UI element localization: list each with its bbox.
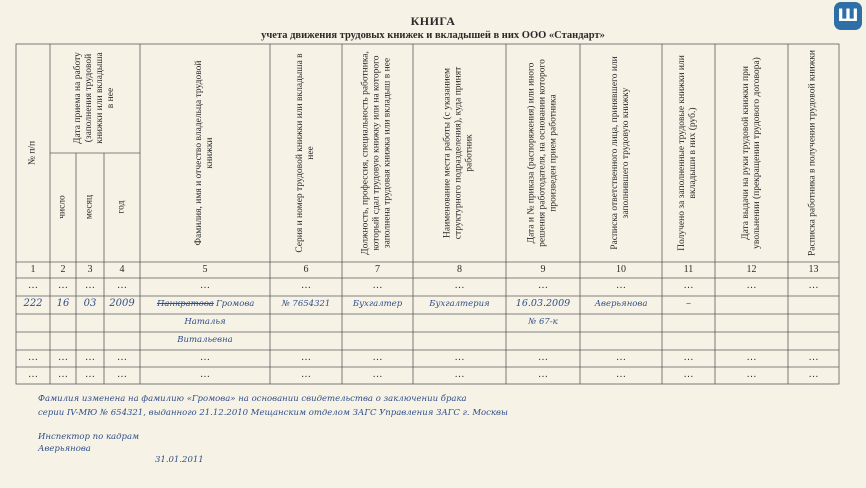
col-number-12: 12	[746, 264, 757, 275]
col-number-11: 11	[683, 264, 694, 275]
col-number-2: 2	[60, 264, 66, 275]
entry-patronymic: Витальевна	[177, 335, 233, 345]
note-line-1: Фамилия изменена на фамилию «Громова» на основании свидетельства о заключении брака	[38, 394, 467, 404]
col-number-8: 8	[457, 264, 462, 275]
col-number-10: 10	[616, 264, 626, 275]
entry-payment-dash: –	[686, 298, 691, 309]
note-line-2: серии IV-МЮ № 654321, выданного 21.12.2010 Мещанским отделом ЗАГС Управления ЗАГС г. Москвы	[38, 408, 508, 418]
entry-first-name: Наталья	[184, 317, 226, 327]
entry-position: Бухгалтер	[352, 299, 403, 309]
entry-responsible-signature: Аверьянова	[594, 299, 648, 309]
col-number-3: 3	[87, 264, 93, 275]
site-logo[interactable]: Ш	[834, 2, 862, 30]
entry-old-surname: Панкратова	[157, 299, 214, 309]
entry-month: 03	[83, 298, 97, 309]
entry-department: Бухгалтерия	[429, 299, 490, 309]
book-subtitle: учета движения трудовых книжек и вкладышей в них ООО «Стандарт»	[261, 30, 605, 41]
entry-year: 2009	[109, 298, 135, 309]
note-date: 31.01.2011	[155, 455, 204, 465]
col-number-5: 5	[202, 264, 208, 275]
entry-day: 16	[56, 298, 70, 309]
col-number-6: 6	[303, 264, 309, 275]
book-title: КНИГА	[410, 14, 456, 28]
col-number-9: 9	[540, 264, 546, 275]
entry-number: 222	[23, 298, 43, 309]
entry-new-surname: Громова	[216, 299, 255, 309]
note-inspector-name: Аверьянова	[38, 444, 91, 454]
col-number-13: 13	[808, 264, 819, 275]
entry-book-number: № 7654321	[281, 299, 331, 309]
entry-order-number: № 67-к	[528, 317, 558, 327]
col-number-7: 7	[375, 264, 380, 275]
entry-order-date: 16.03.2009	[515, 298, 571, 309]
note-inspector-title: Инспектор по кадрам	[38, 432, 140, 442]
col-number-4: 4	[119, 264, 125, 275]
col-number-1: 1	[30, 264, 36, 275]
